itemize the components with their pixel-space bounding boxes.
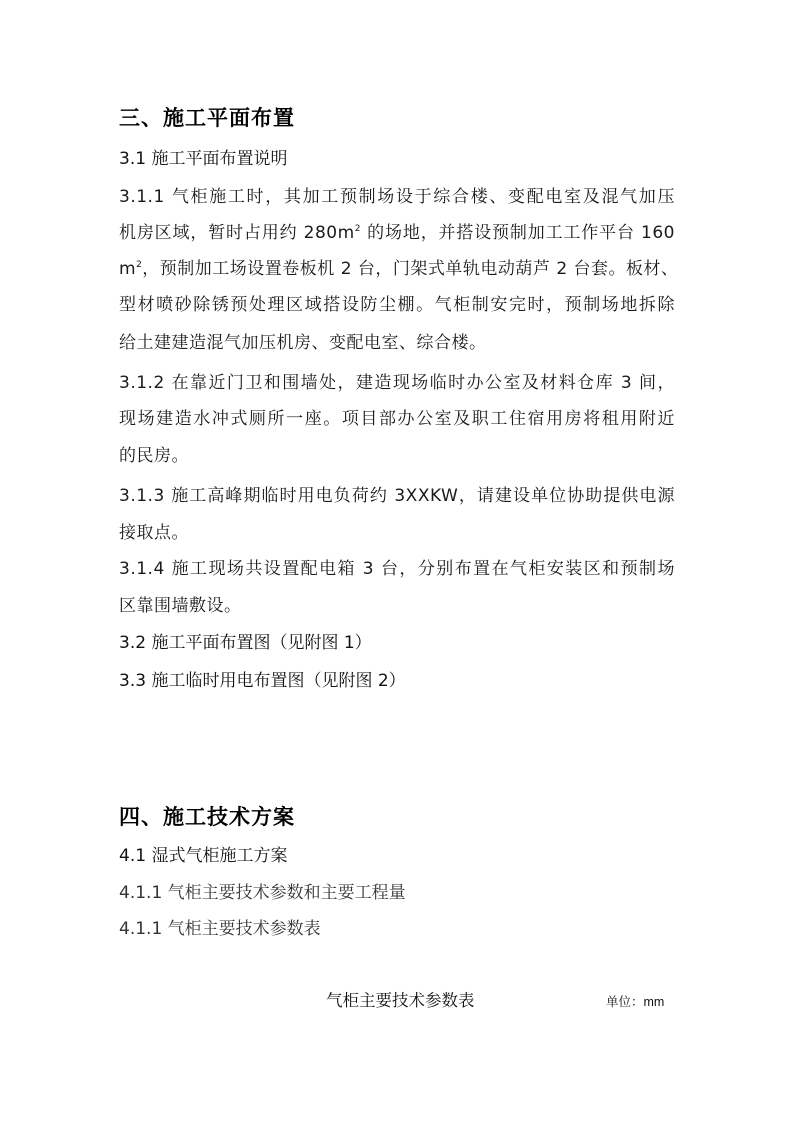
para-3-1-2-line-2: 现场建造水冲式厕所一座。项目部办公室及职工住宿用房将租用附近	[119, 409, 675, 429]
para-3-1-2-line-1: 3.1.2 在靠近门卫和围墙处，建造现场临时办公室及材料仓库 3 间，	[119, 373, 675, 393]
para-3-1-1-line-2	[119, 222, 675, 244]
para-3-1-2-line-3: 的民房。	[119, 446, 189, 466]
para-3-1-1-line-2-a: 机房区域，暂时占用约 280m	[119, 223, 355, 243]
para-3-1-3-line-2: 接取点。	[119, 523, 189, 543]
section-3-heading: 三、施工平面布置	[119, 106, 295, 130]
para-3-1-1-line-3	[119, 258, 679, 280]
section-3-2-title: 3.2 施工平面布置图（见附图 1）	[119, 633, 372, 653]
para-3-1-1-line-3-b: ，预制加工场设置卷板机 2 台，门架式单轨电动葫芦 2 台套。板材、	[142, 259, 679, 279]
para-3-1-1-line-1: 3.1.1 气柜施工时，其加工预制场设于综合楼、变配电室及混气加压	[119, 187, 675, 207]
section-4-heading: 四、施工技术方案	[119, 805, 295, 829]
para-3-1-4-line-2: 区靠围墙敷设。	[119, 596, 242, 616]
superscript-2: 2	[354, 224, 361, 234]
section-3-3-title: 3.3 施工临时用电布置图（见附图 2）	[119, 671, 406, 691]
item-4-1-1-quantities: 4.1.1 气柜主要技术参数和主要工程量	[119, 883, 406, 903]
para-3-1-1-line-3-a: m	[119, 259, 137, 279]
item-4-1-1-param-table: 4.1.1 气柜主要技术参数表	[119, 919, 321, 939]
para-3-1-1-line-4: 型材喷砂除锈预处理区域搭设防尘棚。气柜制安完时，预制场地拆除	[119, 295, 675, 315]
section-4-1-title: 4.1 湿式气柜施工方案	[119, 846, 288, 866]
para-3-1-3-line-1: 3.1.3 施工高峰期临时用电负荷约 3XXKW，请建设单位协助提供电源	[119, 486, 675, 506]
para-3-1-1-line-2-b: 的场地，并搭设预制加工工作平台 160	[360, 223, 675, 243]
table-unit-label: 单位：mm	[606, 995, 665, 1009]
section-3-1-title: 3.1 施工平面布置说明	[119, 149, 288, 169]
para-3-1-1-line-5: 给土建建造混气加压机房、变配电室、综合楼。	[119, 333, 487, 353]
para-3-1-4-line-1: 3.1.4 施工现场共设置配电箱 3 台，分别布置在气柜安装区和预制场	[119, 559, 675, 579]
table-caption: 气柜主要技术参数表	[326, 992, 475, 1010]
superscript-2: 2	[136, 260, 143, 270]
